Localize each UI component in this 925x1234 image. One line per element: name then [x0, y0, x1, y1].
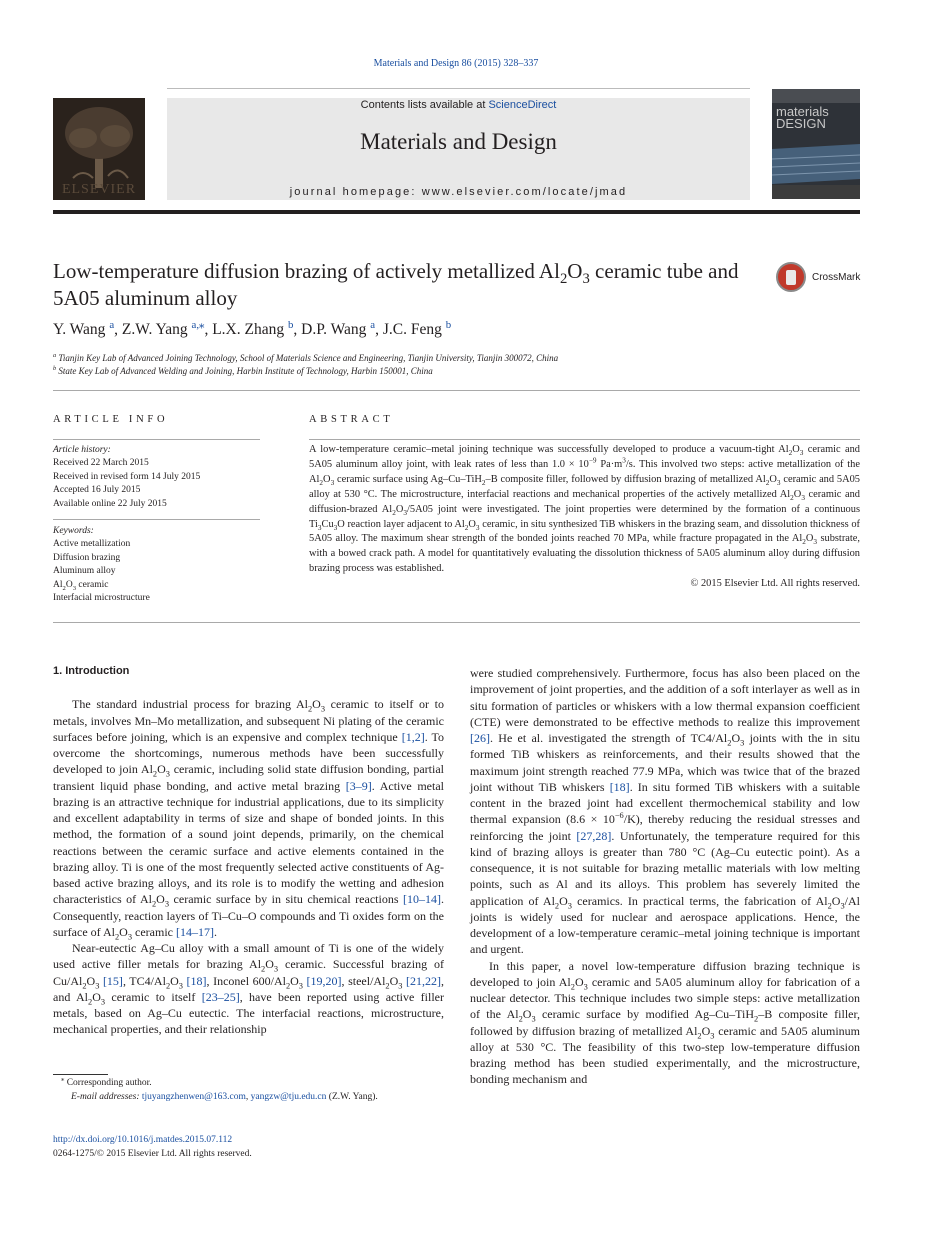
keyword: Aluminum alloy: [53, 566, 116, 577]
keyword: $Al_2O_3$ ceramic: [53, 579, 109, 592]
crossmark-label: CrossMark: [812, 272, 861, 283]
contents-prefix: Contents lists available at: [360, 99, 489, 111]
sciencedirect-link[interactable]: ScienceDirect: [488, 99, 557, 111]
article-title: Low-temperature diffusion brazing of actively metallized $Al_2O_3$ ceramic tube and 5A05 aluminum alloy: [53, 259, 739, 310]
history-label: Article history:: [53, 445, 111, 455]
keyword: Diffusion brazing: [53, 552, 121, 563]
doi-link[interactable]: http://dx.doi.org/10.1016/j.matdes.2015.07.112: [53, 1135, 233, 1145]
homepage-url[interactable]: www.elsevier.com/locate/jmad: [421, 186, 628, 198]
contents-line: [167, 99, 750, 111]
paragraph: In this paper, a novel low-temperature diffusion brazing technique is developed to join $Al_2O_3$ ceramic and 5A05 aluminum alloy for fabrication of a nuclear detector. This technique includes two simple steps: active metallization of the $Al_2O_3$ ceramic surface by modified Ag–Cu–TiH$_2$–B composite filler, followed by diffusion brazing of metallized $Al_2O_3$ ceramic and 5A05 aluminum alloy at 530 °C. The feasibility of this two-step low-temperature diffusion brazing method has been studied experimentally, and the microstructure, bonding mechanism and: [470, 958, 860, 1087]
header-thick-rule: [53, 210, 860, 214]
journal-title: Materials and Design: [360, 129, 557, 154]
abstract-divider: [53, 622, 860, 623]
history-revised: Received in revised form 14 July 2015: [53, 471, 201, 482]
keyword: Interfacial microstructure: [53, 593, 150, 604]
paragraph: Near-eutectic Ag–Cu alloy with a small amount of Ti is one of the widely used active filler metals for brazing $Al_2O_3$ ceramic. Successful brazing of $Cu/Al_2O_3$ [15], $TC4/Al_2O_3$ [18], Inconel $600/Al_2O_3$ [19,20], steel/$Al_2O_3$ [21,22], and $Al_2O_3$ ceramic to itself [23–25], have been reported using active filler metals, based on Ag–Cu eutectic. The interfacial reactions, microstructure, mechanical properties, and their relationship: [53, 941, 445, 1037]
journal-reference[interactable]: Materials and Design 86 (2015) 328–337: [373, 58, 539, 69]
abstract-heading: ABSTRACT: [309, 414, 394, 425]
homepage-prefix: journal homepage:: [289, 186, 422, 198]
abstract-text: A low-temperature ceramic–metal joining technique was successfully developed to produce a vacuum-tight $Al_2O_3$ ceramic and 5A05 aluminum alloy joint, with leak rates of less than $1.0 \times 10^{-9}$ $Pa\cdot m^3/s$. This involved two steps: active metallization of the $Al_2O_3$ ceramic surface using Ag–Cu–TiH$_2$–B composite filler, followed by diffusion brazing of metallized $Al_2O_3$ ceramic and 5A05 alloy at 530 °C. The microstructure, interfacial reactions and mechanical properties of the actively metallized $Al_2O_3$ ceramic and diffusion-brazed $Al_2O_3/5A05$ joint were investigated. The joint properties were determined by the formation of a continuous $Ti_3Cu_3O$ reaction layer adjacent to $Al_2O_3$ ceramic, in situ synthesized TiB whiskers in the brazing seam, and dissolution thickness of 5A05 alloy. The maximum shear strength of the bonded joints reached 70 MPa, while fracture propagated in the $Al_2O_3$ substrate, with a bowed crack path. A model for quantitatively evaluating the dissolution thickness of 5A05 aluminum alloy during diffusion brazing process was established.: [309, 444, 860, 575]
journal-cover[interactable]: [772, 89, 860, 199]
crossmark-badge[interactable]: [776, 262, 866, 296]
info-rule-mid: [53, 519, 260, 520]
article-info-heading: ARTICLE INFO: [53, 414, 169, 425]
issn-line: 0264-1275/© 2015 Elsevier Ltd. All rights reserved.: [53, 1148, 252, 1159]
title-divider: [53, 390, 860, 391]
abstract-copyright: © 2015 Elsevier Ltd. All rights reserved.: [690, 578, 860, 590]
keywords-label: Keywords:: [53, 526, 94, 536]
history-received: Received 22 March 2015: [53, 458, 149, 469]
history-online: Available online 22 July 2015: [53, 498, 167, 509]
body-left-column: [53, 663, 444, 1038]
keywords: [53, 525, 260, 605]
crossmark-icon: [776, 262, 806, 292]
history-accepted: Accepted 16 July 2015: [53, 485, 141, 496]
cover-title: materials DESIGN: [776, 104, 829, 131]
doi-block: [53, 1134, 252, 1161]
keyword: Active metallization: [53, 539, 131, 550]
info-rule-top: [53, 439, 260, 440]
affiliation-a: $^a$ Tianjin Key Lab of Advanced Joining Technology, School of Materials Science and Engineering, Tianjin University, Tianjin 300072, China: [53, 352, 559, 363]
abstract-rule-top: [309, 439, 860, 440]
header-top-rule: [167, 88, 750, 89]
author-list: Y. Wang $^a$, Z.W. Yang $^{a,⁎}$, L.X. Zhang $^b$, D.P. Wang $^a$, J.C. Feng $^b$: [53, 318, 452, 338]
paragraph: The standard industrial process for brazing $Al_2O_3$ ceramic to itself or to metals, involves Mn–Mo metallization, and subsequent Ni plating of the ceramic surfaces before joining, which is an expensive and complex technique [1,2]. To overcome the shortcomings, numerous methods have been successfully developed to join $Al_2O_3$ ceramic, including solid state diffusion bonding, partial transient liquid phase bonding, and active metal brazing [3–9]. Active metal brazing is an attractive technique for industrial applications, due to its simplicity and excellent adaptability in terms of size and shape of bonded joints. In this method, the formation of a sound joint depends, primarily, on the chemical reactions between the ceramic surface and active elements contained in the brazing alloy. Ti is one of the most frequently selected active constituents of Ag-based active brazing alloys, and its role is to modify the wetting and adhesion characteristics of $Al_2O_3$ ceramic surface by in situ chemical reactions [10–14]. Consequently, reaction layers of Ti–Cu–O compounds and Ti oxides form on the surface of $Al_2O_3$ ceramic [14–17].: [53, 697, 444, 942]
paragraph: were studied comprehensively. Furthermore, focus has also been placed on the improvement of joint properties, and the addition of a soft interlayer as well as in situ formation of particles or whiskers with a low thermal expansion coefficient (CTE) were demonstrated to be effective methods to realize this improvement [26]. He et al. investigated the strength of $TC4/Al_2O_3$ joints with the in situ formed TiB whiskers as reinforcements, and their results showed that the maximum joint strength reached 77.9 MPa, which was twice that of the brazed joint without TiB whiskers [18]. In situ formed TiB whiskers with a suitable content in the brazed joint had excellent thermochemical stability and low thermal expansion $(8.6 \times 10^{-6}/K)$, thereby reducing the residual stresses and reinforcing the joint [27,28]. Unfortunately, the temperature required for this kind of brazing alloys is greater than 780 °C (Ag–Cu eutectic point). As a consequence, it is not suitable for brazing metallic materials with low melting points, such as Al and its alloys. This problem has severely limited the application of $Al_2O_3$ ceramics. In practical terms, the fabrication of $Al_2O_3/Al$ joints is widely used for nuclear and aerospace applications. Hence, the development of a low-temperature ceramic–metal joining technique is important and urgent.: [470, 666, 860, 957]
elsevier-wordmark: ELSEVIER: [61, 182, 137, 197]
footnotes: [53, 1077, 444, 1104]
corresponding-author-note: ⁎ Corresponding author.: [61, 1075, 152, 1088]
abstract-body: [309, 443, 860, 592]
elsevier-logo[interactable]: [53, 98, 145, 200]
introduction-heading: 1. Introduction: [53, 665, 130, 677]
footnote-rule: [53, 1074, 108, 1075]
affiliation-b: $^b$ State Key Lab of Advanced Welding and Joining, Harbin Institute of Technology, Harbin 150001, China: [53, 365, 433, 376]
email-addresses: E-mail addresses: tjuyangzhenwen@163.com, yangzw@tju.edu.cn (Z.W. Yang).: [71, 1091, 378, 1102]
article-history: [53, 444, 260, 511]
body-right-column: [470, 665, 860, 1088]
journal-homepage: [167, 186, 750, 198]
